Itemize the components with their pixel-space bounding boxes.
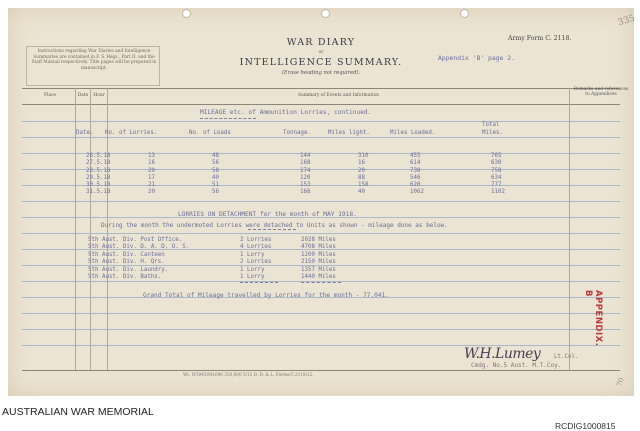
detachment-unit: 5th Aust. Div. D. A. D. O. S.	[88, 244, 190, 250]
ruled-line	[22, 329, 620, 330]
detachment-miles: 1440 Miles	[301, 274, 336, 280]
ruled-line	[22, 185, 620, 186]
detachment-miles: 4708 Miles	[301, 244, 336, 250]
mileage-header-loads: No. of Loads	[189, 130, 231, 136]
header-rule-bottom	[22, 104, 620, 105]
footer-rule	[22, 370, 620, 371]
mileage-cell-date: 30.5.18	[86, 182, 111, 188]
column-header-place: Place	[43, 93, 57, 98]
title-intelligence-summary: INTELLIGENCE SUMMARY.	[239, 57, 403, 68]
heading-underline	[200, 118, 256, 119]
mileage-cell-tonnage: 168	[300, 189, 311, 195]
war-diary-sheet	[8, 8, 637, 396]
instructions-text: Instructions regarding War Diaries and Intelligence Summaries are contained in F. S. Regs., Part II. and the Staff Manual respectively. Title pages will be prepared in manuscript.	[31, 49, 157, 71]
mileage-cell-date: 26.5.18	[86, 153, 111, 159]
mileage-cell-date: 27.5.18	[86, 160, 111, 166]
grand-total: Grand Total of Mileage travelled by Lorries for the month - 77,041.	[143, 292, 389, 299]
mileage-cell-tonnage: 153	[300, 182, 311, 188]
mileage-cell-lorries: 21	[148, 182, 155, 188]
mileage-cell-lorries: 20	[148, 189, 155, 195]
title-war-diary: WAR DIARY	[286, 37, 356, 48]
detachment-lorries: 1 Lorry	[240, 274, 265, 280]
mileage-cell-loaded: 620	[410, 182, 421, 188]
mileage-cell-lorries: 13	[148, 153, 155, 159]
mileage-cell-lorries: 16	[148, 160, 155, 166]
detachment-intro: During the month the undermoted Lorries were detached to Units as shown - mileage done as below.	[101, 222, 448, 229]
mileage-cell-tonnage: 120	[300, 175, 311, 181]
detachment-heading: LORRIES ON DETACHMENT for the month of MAY 1918.	[178, 211, 357, 218]
ruled-line	[22, 313, 620, 314]
mileage-cell-total: 630	[491, 160, 502, 166]
punch-hole	[460, 9, 469, 18]
column-header-remarks: Remarks and references to Appendices	[573, 87, 629, 97]
intro-underline	[248, 229, 296, 230]
detachment-unit: 5th Aust. Div. Laundry.	[88, 267, 169, 273]
mileage-cell-light: 20	[358, 168, 365, 174]
mileage-cell-date: 31.5.18	[86, 189, 111, 195]
column-header-hour: Hour	[93, 93, 105, 98]
ruled-line	[22, 201, 620, 202]
mileage-cell-loads: 56	[212, 189, 219, 195]
mileage-cell-date: 29.5.18	[86, 175, 111, 181]
archive-caption: AUSTRALIAN WAR MEMORIAL	[2, 406, 154, 418]
mileage-cell-date: 28.5.18	[86, 168, 111, 174]
detachment-lorries: 4 Lorries	[240, 244, 272, 250]
mileage-cell-loaded: 455	[410, 153, 421, 159]
detachment-lorries: 2 Lorries	[240, 237, 272, 243]
detachment-unit: 5th Aust. Div. Baths.	[88, 274, 162, 280]
detachment-miles: 1357 Miles	[301, 267, 336, 273]
detachment-unit: 5th Aust. Div. H. Qrs.	[88, 259, 165, 265]
mileage-cell-tonnage: 144	[300, 153, 311, 159]
printer-imprint: Wt. W5945/M1696 350,000 5/15 D. D. & L. Forms/C.2118/12.	[183, 372, 314, 377]
mileage-header-total: Total	[482, 122, 500, 128]
mileage-header-loaded: Miles Loaded.	[390, 130, 436, 136]
ruled-line	[22, 169, 620, 170]
detachment-unit: 5th Aust. Div. Canteen	[88, 252, 165, 258]
header-rule-top	[22, 88, 620, 89]
mileage-cell-loads: 58	[212, 168, 219, 174]
mileage-heading: MILEAGE etc. of Ammunition Lorries, continued.	[200, 109, 372, 116]
mileage-cell-loaded: 546	[410, 175, 421, 181]
folio-number: 70	[615, 376, 626, 388]
column-header-date: Date	[77, 93, 89, 98]
signature-rank: Lt.Col.	[554, 354, 579, 360]
record-id: RCDIG1000815	[555, 421, 616, 431]
mileage-header-tonnage: Tonnage.	[283, 130, 311, 136]
column-divider	[569, 88, 570, 370]
mileage-cell-loaded: 738	[410, 168, 421, 174]
mileage-cell-loads: 48	[212, 153, 219, 159]
mileage-cell-total: 777	[491, 182, 502, 188]
detachment-lorries: 2 Lorries	[240, 259, 272, 265]
detachment-underline	[301, 282, 341, 283]
mileage-cell-light: 310	[358, 153, 369, 159]
mileage-cell-tonnage: 168	[300, 160, 311, 166]
mileage-header-date: Date.	[76, 130, 94, 136]
officer-signature: W.H.Lumey	[464, 346, 541, 362]
mileage-cell-light: 40	[358, 189, 365, 195]
mileage-cell-loads: 40	[212, 175, 219, 181]
mileage-cell-lorries: 17	[148, 175, 155, 181]
ruled-line	[22, 153, 620, 154]
mileage-cell-total: 1102	[491, 189, 505, 195]
punch-hole	[321, 9, 330, 18]
mileage-cell-loads: 56	[212, 160, 219, 166]
mileage-cell-loads: 51	[212, 182, 219, 188]
mileage-cell-tonnage: 174	[300, 168, 311, 174]
mileage-cell-total: 634	[491, 175, 502, 181]
detachment-lorries: 1 Lorry	[240, 267, 265, 273]
appendix-reference: Appendix 'B' page 2.	[438, 54, 515, 62]
mileage-cell-total: 765	[491, 153, 502, 159]
detachment-miles: 1200 Miles	[301, 252, 336, 258]
detachment-miles: 2150 Miles	[301, 259, 336, 265]
mileage-cell-loaded: 614	[410, 160, 421, 166]
page-number: 335	[616, 13, 637, 29]
mileage-cell-total: 758	[491, 168, 502, 174]
mileage-cell-lorries: 20	[148, 168, 155, 174]
ruled-line	[22, 265, 620, 266]
mileage-header-light: Miles light.	[328, 130, 370, 136]
ruled-line	[22, 121, 620, 122]
column-header-summary: Summary of Events and Information	[298, 93, 379, 98]
signature-title: Cmdg. No.5 Aust. M.T.Coy.	[471, 362, 562, 369]
ruled-line	[22, 137, 620, 138]
detachment-unit: 5th Aust. Div. Post Office.	[88, 237, 183, 243]
mileage-header-total-miles: Miles.	[482, 130, 503, 136]
mileage-cell-loaded: 1062	[410, 189, 424, 195]
ruled-line	[22, 233, 620, 234]
appendix-b-stamp: APPENDIX. B	[583, 290, 603, 347]
mileage-cell-light: 158	[358, 182, 369, 188]
title-or: or	[318, 50, 324, 55]
detachment-underline	[240, 282, 278, 283]
detachment-miles: 2028 Miles	[301, 237, 336, 243]
mileage-cell-light: 16	[358, 160, 365, 166]
title-note: (Erase heading not required).	[281, 70, 361, 76]
detachment-lorries: 1 Lorry	[240, 252, 265, 258]
mileage-header-lorries: No. of Lorries.	[105, 130, 158, 136]
punch-hole	[182, 9, 191, 18]
mileage-cell-light: 88	[358, 175, 365, 181]
army-form-number: Army Form C. 2118.	[508, 35, 572, 42]
